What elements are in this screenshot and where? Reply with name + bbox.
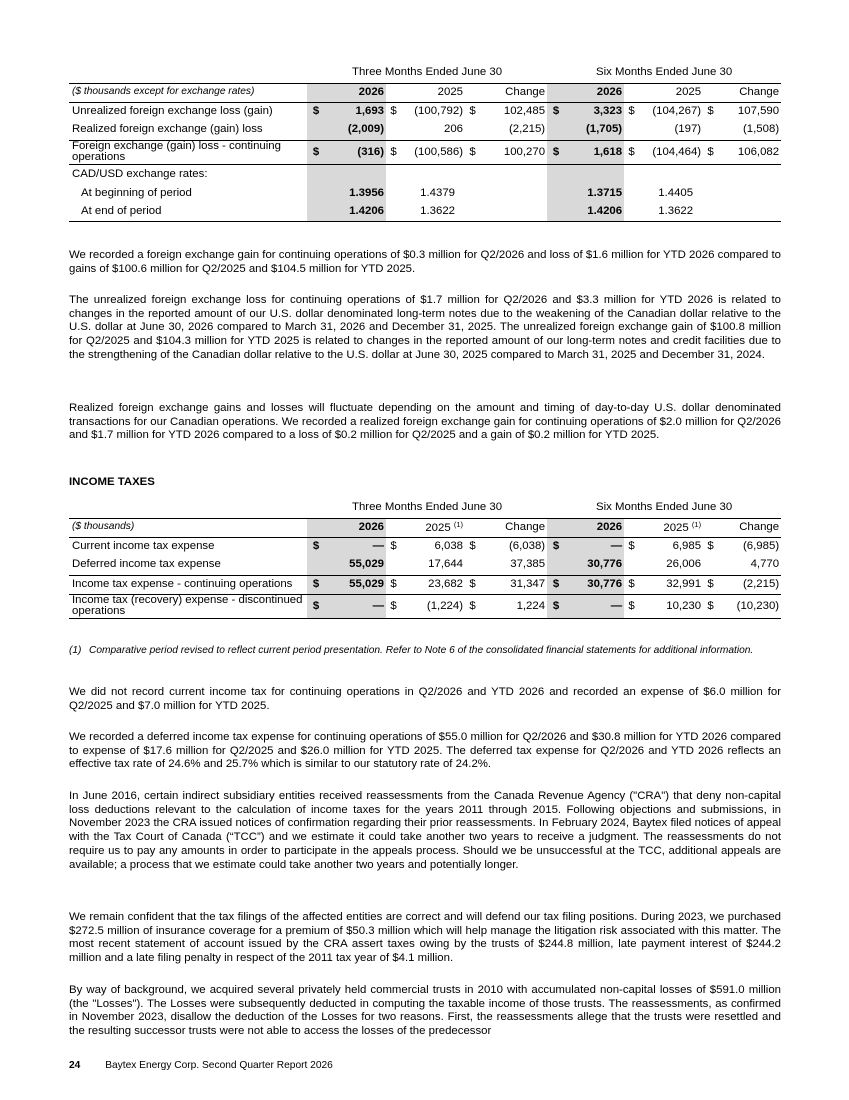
tax-paragraph: We remain confident that the tax filings of the affected entities are correct and will defend our tax filing positions. During 2023, we purchased $272.5 million of insurance coverage for a premium of $50.3 million which will help manage the litigation risk associated with this matter. The most recent statement of account issued by the CRA assert taxes owing by the trusts of $244.8 million, late payment interest of $244.2 million and a late filing penalty in respect of the 2011 tax year of $4.1 million.	[69, 911, 781, 965]
table-row: At beginning of period 1.3956 1.4379 1.3715 1.4405	[69, 184, 781, 203]
table-row: Income tax expense - continuing operations $ 55,029 $ 23,682 $ 31,347 $ 30,776 $ 32,991 $ (2,215)	[69, 575, 781, 594]
fx-col-header: 2026	[565, 83, 624, 102]
tax-col-header: Change	[718, 518, 781, 537]
report-title: Baytex Energy Corp. Second Quarter Report 2026	[105, 1060, 333, 1071]
fx-col-header: 2026	[325, 83, 386, 102]
page-number: 24	[69, 1060, 81, 1071]
table-row: Income tax (recovery) expense - discontinued operations $ — $ (1,224) $ 1,224 $ — $ 10,230 $ (10,230)	[69, 594, 781, 619]
table-row: Realized foreign exchange (gain) loss (2,009) 206 (2,215) (1,705) (197) (1,508)	[69, 121, 781, 140]
footnote-marker: (1)	[453, 519, 463, 529]
income-tax-table	[69, 499, 781, 619]
fx-col-header: 2025	[401, 83, 465, 102]
footnote-number: (1)	[69, 645, 82, 656]
tax-col-header: 2026	[325, 518, 386, 537]
tax-col-header: 2025 $^{(1)}$	[639, 518, 703, 537]
fx-rates-label: CAD/USD exchange rates:	[72, 167, 208, 180]
fx-col-header: 2025	[639, 83, 703, 102]
section-heading: INCOME TAXES	[69, 476, 155, 488]
tax-table-caption: ($ thousands)	[69, 518, 307, 537]
fx-three-months-header: Three Months Ended June 30	[352, 66, 503, 79]
fx-paragraph: Realized foreign exchange gains and losses will fluctuate depending on the amount and timing of day-to-day U.S. dollar denominated transactions for our Canadian operations. We recorded a realized foreign exchange gain for continuing operations of $2.0 million for Q2/2026 and $1.7 million for YTD 2026 compared to a loss of $0.2 million for Q2/2025 and a gain of $0.2 million for YTD 2025.	[69, 402, 781, 442]
fx-table	[69, 64, 781, 222]
table-footnote	[69, 645, 781, 657]
fx-col-header: Change	[480, 83, 547, 102]
fx-six-months-header: Six Months Ended June 30	[596, 66, 733, 79]
fx-col-header: Change	[718, 83, 781, 102]
table-row: Unrealized foreign exchange loss (gain) $ 1,693 $ (100,792) $ 102,485 $ 3,323 $ (104,267) $ 107,590	[69, 102, 781, 121]
tax-three-months-header: Three Months Ended June 30	[352, 501, 503, 514]
page-footer	[69, 1060, 333, 1072]
table-row: Deferred income tax expense 55,029 17,644 37,385 30,776 26,006 4,770	[69, 556, 781, 575]
tax-col-header: 2025 $^{(1)}$	[401, 518, 465, 537]
fx-table-caption: ($ thousands except for exchange rates)	[69, 83, 307, 102]
fx-paragraph: The unrealized foreign exchange loss for continuing operations of $1.7 million for Q2/2026 and $3.3 million for YTD 2026 is related to changes in the reported amount of our U.S. dollar denominated long-term notes due to the weakening of the Canadian dollar relative to the U.S. dollar at June 30, 2026 compared to March 31, 2026 and December 31, 2025. The unrealized foreign exchange gain of $100.8 million for Q2/2025 and $104.3 million for YTD 2025 is related to changes in the reported amount of our long-term notes and credit facilities due to the strengthening of the Canadian dollar relative to the U.S. dollar at June 30, 2025 compared to March 31, 2025 and December 31, 2024.	[69, 294, 781, 361]
tax-paragraph: We did not record current income tax for continuing operations in Q2/2026 and YTD 2026 and recorded an expense of $6.0 million for Q2/2025 and $7.0 million for YTD 2025.	[69, 686, 781, 712]
tax-col-header: 2026	[565, 518, 624, 537]
footnote-text: Comparative period revised to reflect current period presentation. Refer to Note 6 of the consolidated financial statements for additional information.	[89, 645, 754, 656]
tax-paragraph: In June 2016, certain indirect subsidiary entities received reassessments from the Canada Revenue Agency ("CRA") that deny non-capital loss deductions relevant to the calculation of income taxes for the years 2011 through 2015. Following objections and submissions, in November 2023 the CRA issued notices of confirmation regarding their prior reassessments. In February 2024, Baytex filed notices of appeal with the Tax Court of Canada (“TCC”) and we estimate it could take another two years to receive a judgment. The reassessments do not require us to pay any amounts in order to participate in the appeals process. Should we be unsuccessful at the TCC, additional appeals are available; a process that we estimate could take another two years and potentially longer.	[69, 790, 781, 871]
table-row: At end of period 1.4206 1.3622 1.4206 1.3622	[69, 203, 781, 222]
table-row	[69, 165, 781, 184]
fx-paragraph: We recorded a foreign exchange gain for continuing operations of $0.3 million for Q2/2026 and loss of $1.6 million for YTD 2026 compared to gains of $100.6 million for Q2/2025 and $104.5 million for YTD 2025.	[69, 249, 781, 275]
tax-col-header: Change	[480, 518, 547, 537]
tax-paragraph: By way of background, we acquired several privately held commercial trusts in 2010 with accumulated non-capital losses of $591.0 million (the "Losses"). The Losses were subsequently deducted in computing the taxable income of those trusts. The reassessments, as confirmed in November 2023, disallow the deduction of the Losses for two reasons. First, the reassessments allege that the trusts were resettled and the resulting successor trusts were not able to access the losses of the predecessor	[69, 984, 781, 1038]
table-row: Foreign exchange (gain) loss - continuing operations $ (316) $ (100,586) $ 100,270 $ 1,618 $ (104,464) $ 106,082	[69, 140, 781, 165]
tax-six-months-header: Six Months Ended June 30	[596, 501, 733, 514]
footnote-marker: (1)	[691, 519, 702, 529]
table-row: Current income tax expense $ — $ 6,038 $ (6,038) $ — $ 6,985 $ (6,985)	[69, 537, 781, 556]
tax-paragraph: We recorded a deferred income tax expense for continuing operations of $55.0 million for Q2/2026 and $30.8 million for YTD 2026 compared to expense of $17.6 million for Q2/2025 and $26.0 million for YTD 2025. The deferred tax expense for Q2/2026 and YTD 2026 reflects an effective tax rate of 24.6% and 25.7% which is similar to our statutory rate of 24.2%.	[69, 731, 781, 771]
